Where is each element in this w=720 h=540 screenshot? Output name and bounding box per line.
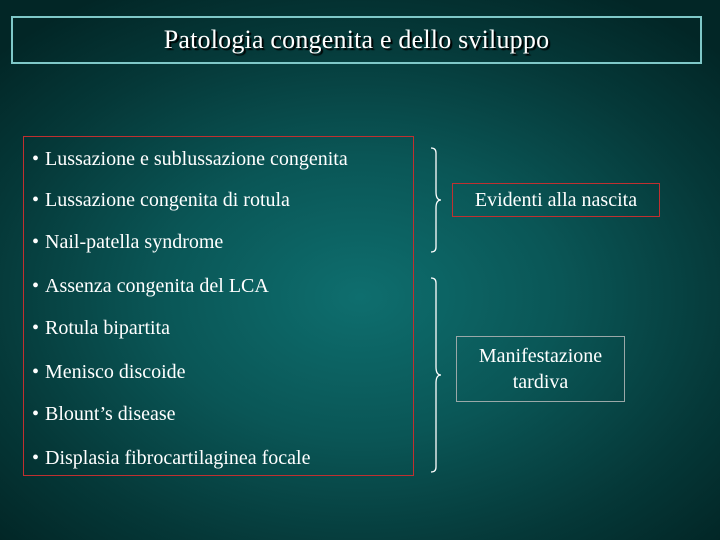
list-item [32,275,269,298]
list-item [32,361,186,384]
bullet-icon: • [32,189,40,211]
list-item-label: Menisco discoide [45,361,186,383]
list-item [32,148,348,171]
list-item [32,317,170,340]
label-evident-at-birth-text: Evidenti alla nascita [474,188,638,211]
slide-title: Patologia congenita e dello sviluppo [163,25,550,54]
list-item-label: Blount’s disease [45,403,176,425]
bullet-icon: • [32,231,40,253]
brace-late-icon [426,276,448,474]
list-item-label: Rotula bipartita [45,317,170,339]
label-late-manifestation [456,336,625,402]
list-item-label: Assenza congenita del LCA [45,275,269,297]
label-late-line2: tardiva [512,371,569,393]
conditions-list [23,136,414,476]
list-item-label: Lussazione congenita di rotula [45,189,290,211]
slide-title-box [11,16,702,64]
bullet-icon: • [32,148,40,170]
list-item [32,403,176,426]
label-late-line1: Manifestazione [478,345,603,367]
list-item [32,189,290,212]
bullet-icon: • [32,275,40,297]
bullet-icon: • [32,317,40,339]
list-item-label: Lussazione e sublussazione congenita [45,148,348,170]
bullet-icon: • [32,403,40,425]
bullet-icon: • [32,361,40,383]
list-item [32,447,310,470]
brace-birth-icon [426,146,448,254]
label-evident-at-birth [452,183,660,217]
list-item-label: Displasia fibrocartilaginea focale [45,447,311,469]
bullet-icon: • [32,447,40,469]
list-item-label: Nail-patella syndrome [45,231,224,253]
list-item [32,231,223,254]
